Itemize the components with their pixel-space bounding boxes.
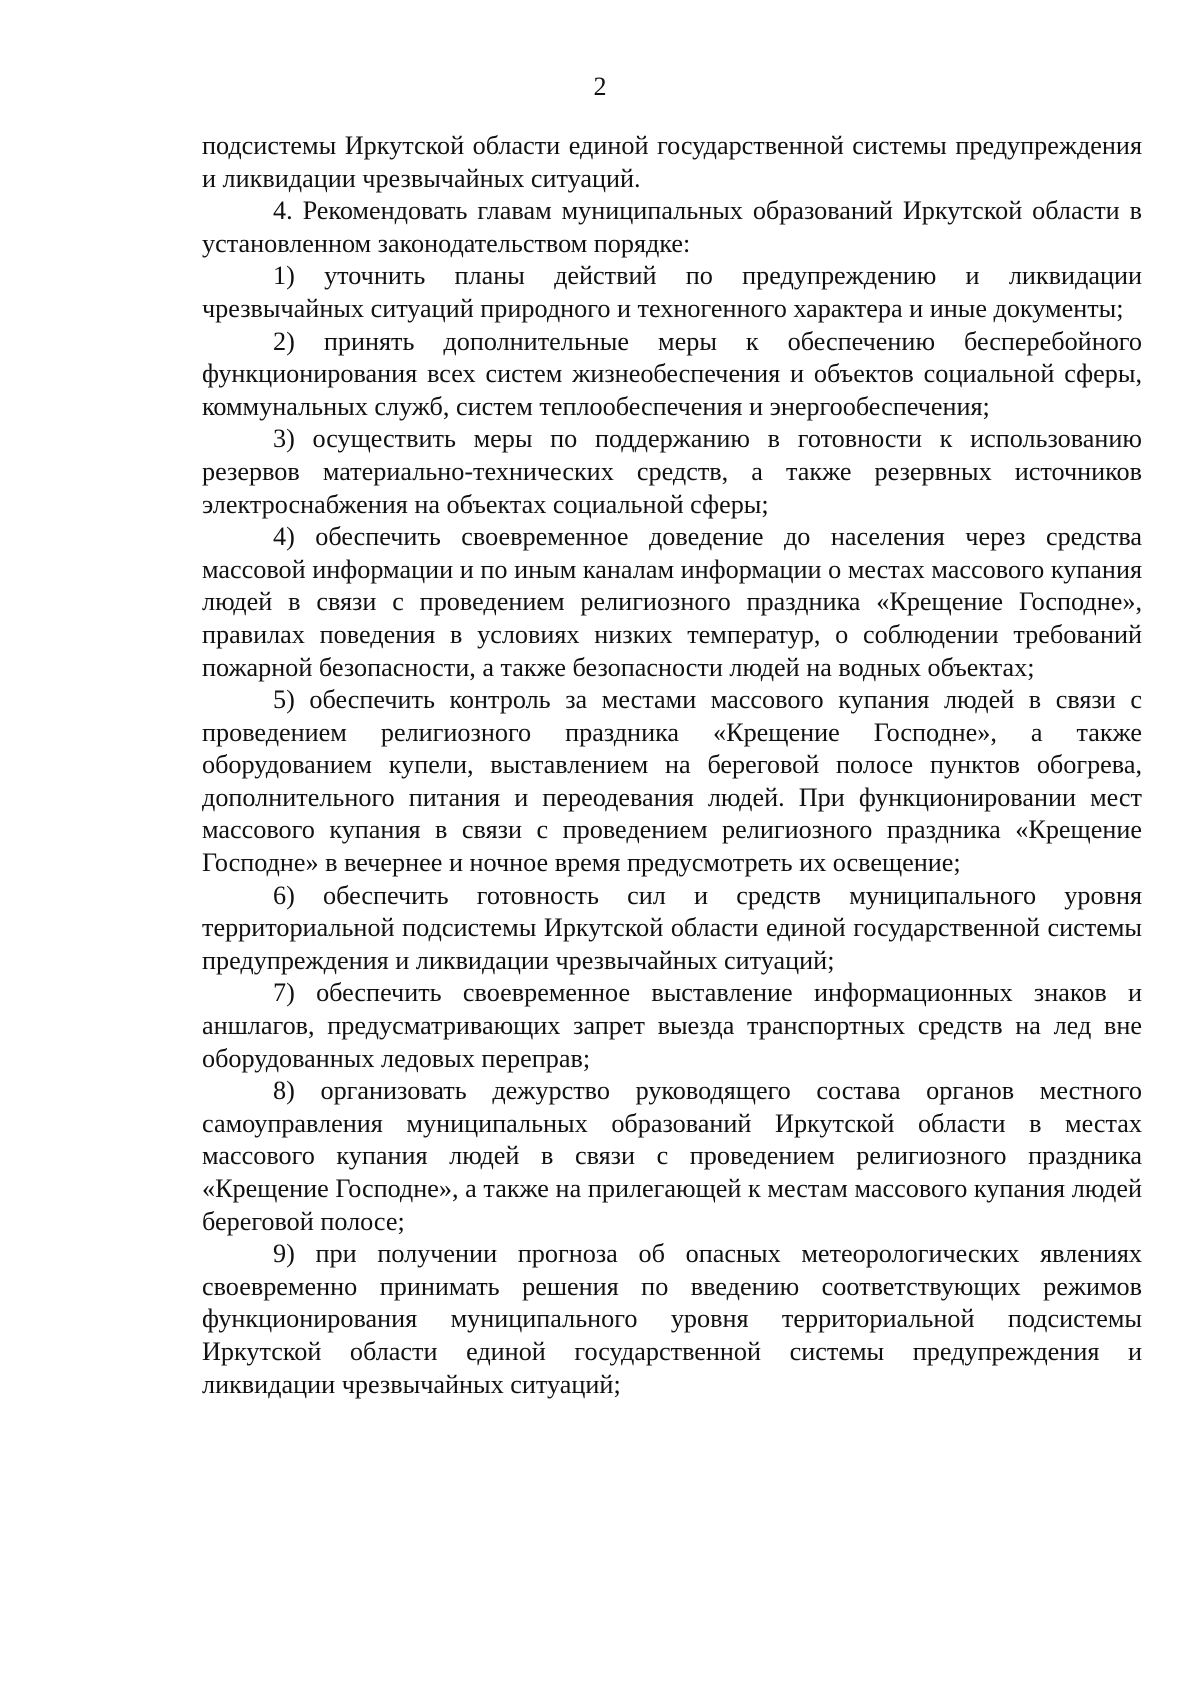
- paragraph-subitem-6: 6) обеспечить готовность сил и средств муниципального уровня территориальной подсистемы Иркутской области единой государственной системы предупреждения и ликвидации чрезвычайных ситуаций;: [202, 880, 1142, 975]
- paragraph-subitem-1: 1) уточнить планы действий по предупреждению и ликвидации чрезвычайных ситуаций природного и техногенного характера и иные документы;: [202, 261, 1142, 323]
- paragraph-subitem-7: 7) обеспечить своевременное выставление информационных знаков и аншлагов, предусматривающих запрет выезда транспортных средств на лед вне оборудованных ледовых переправ;: [202, 978, 1142, 1073]
- page-number: 2: [593, 72, 607, 101]
- paragraph-continuation: подсистемы Иркутской области единой государственной системы предупреждения и ликвидации чрезвычайных ситуаций.: [202, 131, 1142, 193]
- paragraph-subitem-5: 5) обеспечить контроль за местами массового купания людей в связи с проведением религиозного праздника «Крещение Господне», а также оборудованием купели, выставлением на береговой полосе пунктов обогрева, дополнительного питания и переодевания людей. При функционировании мест массового купания в связи с проведением религиозного праздника «Крещение Господне» в вечернее и ночное время предусмотреть их освещение;: [202, 685, 1142, 878]
- paragraph-subitem-8: 8) организовать дежурство руководящего состава органов местного самоуправления муниципальных образований Иркутской области в местах массового купания людей в связи с проведением религиозного праздника «Крещение Господне», а также на прилегающей к местам массового купания людей береговой полосе;: [202, 1076, 1142, 1236]
- paragraph-subitem-2: 2) принять дополнительные меры к обеспечению бесперебойного функционирования всех систем жизнеобеспечения и объектов социальной сферы, коммунальных служб, систем теплообеспечения и энергообеспечения;: [202, 326, 1142, 421]
- paragraph-subitem-4: 4) обеспечить своевременное доведение до населения через средства массовой информации и по иным каналам информации о местах массового купания людей в связи с проведением религиозного праздника «Крещение Господне», правилах поведения в условиях низких температур, о соблюдении требований пожарной безопасности, а также безопасности людей на водных объектах;: [202, 522, 1142, 682]
- paragraph-item-4: 4. Рекомендовать главам муниципальных образований Иркутской области в установленном законодательством порядке:: [202, 196, 1142, 258]
- paragraph-subitem-3: 3) осуществить меры по поддержанию в готовности к использованию резервов материально-технических средств, а также резервных источников электроснабжения на объектах социальной сферы;: [202, 424, 1142, 519]
- paragraph-subitem-9: 9) при получении прогноза об опасных метеорологических явлениях своевременно принимать решения по введению соответствующих режимов функционирования муниципального уровня территориальной подсистемы Иркутской области единой государственной системы предупреждения и ликвидации чрезвычайных ситуаций;: [202, 1239, 1142, 1399]
- document-body: [202, 130, 1142, 1401]
